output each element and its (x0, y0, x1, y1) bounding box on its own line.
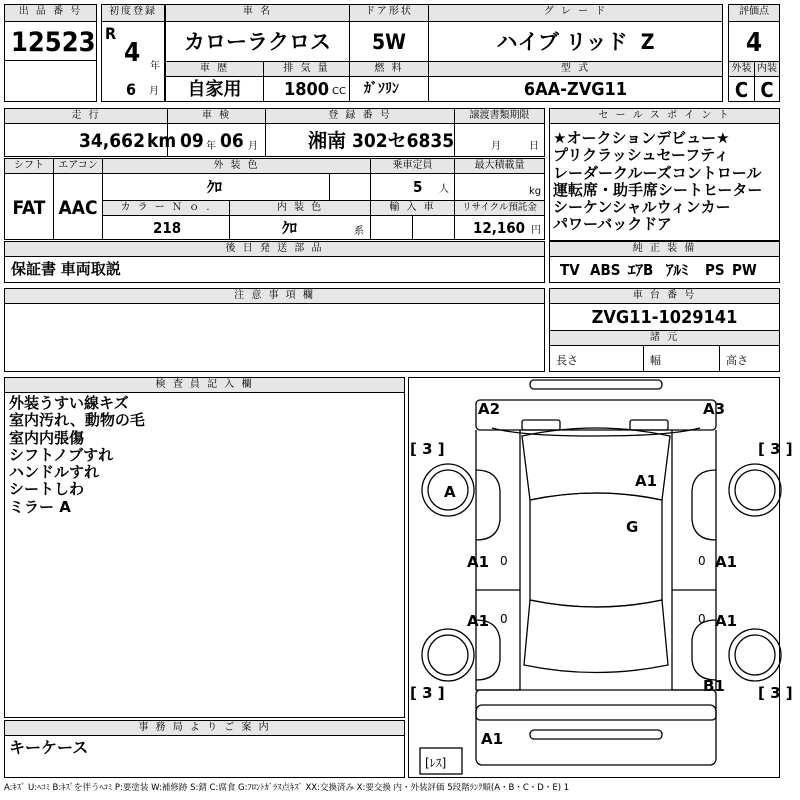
inspection-month-unit: 月 (248, 141, 258, 152)
roof (530, 493, 662, 607)
front-bumper-bar (530, 380, 662, 389)
inspector-note: ミラー A (9, 497, 71, 516)
plate-header: 登 録 番 号 (265, 108, 455, 124)
mark-a1-left-rear: A1 (467, 612, 490, 630)
grade: ハイブ リッド Z (496, 30, 655, 54)
mark-g-windshield: G (626, 518, 639, 536)
max-load-header: 最大積載量 (454, 158, 545, 174)
damage-legend: A:ｷｽﾞ U:ﾍｺﾐ B:ｷｽﾞを伴うﾍｺﾐ P:要塗装 W:補修跡 S:錆 C:腐食 G:ﾌﾛﾝﾄｶﾞﾗｽ点ｷｽﾞ XX:交換済み X:要交換 内・外装評価 5段階ﾗﾝｸ順(A・B・C・D・E) 1 (4, 783, 570, 793)
car-diagram (409, 378, 793, 777)
sales-point-item: パワーバックドア (553, 215, 672, 234)
exterior-color-extra (329, 173, 371, 201)
dimension-length-cell (549, 345, 644, 372)
tire-tread-front-right: [ 3 ] (758, 440, 793, 458)
lot-number-header: 出 品 番 号 (4, 4, 97, 22)
interior-color-header: 内 装 色 (229, 200, 371, 216)
max-load-cell (454, 173, 545, 201)
office-notes-cell (4, 735, 405, 778)
left-fender-front (476, 470, 500, 540)
year-unit: 年 (150, 61, 160, 72)
mark-a1-bottom: A1 (481, 730, 504, 748)
cc-unit: CC (332, 86, 346, 97)
mark-zero-left-front: 0 (500, 554, 508, 568)
recycle-header: リサイクル預託金 (454, 200, 545, 216)
notes-header: 注 意 事 項 欄 (4, 288, 545, 304)
inspection-year-unit: 年 (206, 141, 216, 152)
mark-a1-right-front: A1 (715, 553, 738, 571)
import-cell-2 (412, 215, 455, 240)
sales-point-item: プリクラッシュセーフティ (553, 146, 729, 165)
front-panel (476, 400, 716, 430)
grille-right (630, 420, 668, 430)
score-header: 評価点 (728, 4, 780, 22)
mark-b1: B1 (703, 677, 725, 695)
tire-tread-front-left: [ 3 ] (410, 440, 445, 458)
capacity-cell (370, 173, 455, 201)
right-fender-rear (692, 620, 716, 680)
aircon-cell (53, 173, 103, 240)
plate-number: 湘南 302セ6835 (308, 130, 455, 152)
aircon-type: AAC (58, 197, 98, 219)
chassis-cell (549, 303, 780, 331)
deferred-parts-cell (4, 256, 545, 283)
displacement: 1800 (284, 79, 330, 100)
right-body (672, 430, 716, 690)
inspector-note: 室内汚れ、動物の毛 (9, 411, 145, 430)
transfer-month-unit: 月 (491, 141, 501, 152)
exterior-color-cell (102, 173, 330, 201)
mark-a1-roof: A1 (635, 472, 658, 490)
displacement-header: 排 気 量 (263, 61, 350, 77)
color-no-cell (102, 215, 230, 240)
transfer-deadline-cell (454, 123, 545, 157)
rear-lower (476, 705, 716, 765)
recycle-cell (454, 215, 545, 240)
interior-grade-header: 内装 (754, 61, 780, 77)
mileage-header: 走 行 (4, 108, 168, 124)
mark-a3: A3 (703, 400, 726, 418)
interior-color: ｸﾛ (282, 219, 298, 237)
plate-cell (265, 123, 455, 157)
dimension-height-cell (719, 345, 780, 372)
inspector-note: ハンドルすれ (9, 463, 100, 482)
grade-cell (428, 21, 723, 62)
fuel-type: ｶﾞｿﾘﾝ (364, 81, 399, 97)
chassis-header: 車 台 番 号 (549, 288, 780, 304)
car-name-cell (165, 21, 350, 62)
deferred-parts: 保証書 車両取説 (11, 260, 121, 278)
import-header: 輸 入 車 (370, 200, 455, 216)
door-header: ドア形状 (349, 4, 429, 22)
door-type: 5W (372, 30, 406, 54)
lot-number-cell (4, 21, 97, 61)
mark-a-front-left: A (444, 483, 456, 501)
tire-rear-right (729, 629, 781, 681)
inspector-note: シートしわ (9, 480, 85, 499)
spare-tire-label: [ﾚｽ] (425, 756, 447, 770)
equipment-item: ｱﾙﾐ (666, 261, 689, 279)
history-header: 車 歴 (165, 61, 264, 77)
mark-a1-left-front: A1 (467, 553, 490, 571)
displacement-cell (263, 76, 350, 102)
grade-header: グ レ ー ド (428, 4, 723, 22)
right-fender-front (692, 470, 716, 540)
inspector-note: 室内内張傷 (9, 428, 85, 447)
color-number: 218 (153, 219, 182, 237)
mileage-cell (4, 123, 177, 157)
inspection-year: 09 (180, 130, 204, 152)
sales-point-item: シーケンシャルウィンカー (553, 198, 731, 217)
lot-number: 12523 (11, 27, 96, 58)
equipment-header: 純 正 装 備 (549, 241, 780, 257)
aircon-header: エアコン (53, 158, 103, 174)
score-cell (728, 21, 780, 62)
inspection-cell (167, 123, 266, 157)
registration-month: 6 (126, 80, 137, 99)
tire-tread-rear-right: [ 3 ] (758, 684, 793, 702)
first-registration-header: 初度登録 (101, 4, 165, 22)
inspector-notes-box (4, 392, 405, 718)
tire-front-right-inner (735, 470, 775, 510)
kg-unit: kg (529, 186, 542, 197)
inspector-note: シフトノブすれ (9, 445, 114, 464)
sales-point-item: 運転席・助手席シートヒーター (553, 180, 763, 199)
registration-year: 4 (124, 38, 141, 68)
transfer-deadline-header: 譲渡書類期限 (454, 108, 545, 124)
equipment-item: ABS (590, 261, 621, 279)
equipment-item: ｴｱB (628, 261, 654, 279)
dimension-height: 高さ (726, 354, 748, 367)
inspection-month: 06 (220, 130, 244, 152)
history-cell (165, 76, 264, 102)
grille-left (522, 420, 560, 430)
equipment-cell (549, 256, 780, 283)
mark-zero-right-rear: 0 (698, 612, 706, 626)
shift-type: FAT (12, 197, 46, 219)
rear-bumper-bar (530, 730, 662, 739)
fuel-header: 燃 料 (349, 61, 429, 77)
dimension-length: 長さ (556, 354, 578, 367)
tire-rear-left (422, 629, 474, 681)
mark-zero-left-rear: 0 (500, 612, 508, 626)
capacity: 5 (413, 178, 423, 196)
car-name-header: 車 名 (165, 4, 350, 22)
persons-unit: 人 (439, 184, 449, 195)
sales-points-header: セ ー ル ス ポ イ ン ト (549, 108, 780, 124)
dimension-width: 幅 (650, 354, 661, 367)
car-name: カローラクロス (184, 30, 331, 54)
deferred-parts-header: 後 日 発 送 部 品 (4, 241, 545, 257)
tire-front-right (729, 464, 781, 516)
lot-number-blank (4, 60, 97, 102)
door-cell (349, 21, 429, 62)
import-cell (370, 215, 413, 240)
exterior-grade: C (734, 78, 749, 102)
equipment-item: PS (705, 261, 725, 279)
inspector-note: 外装うすい線キズ (9, 394, 129, 412)
kei-unit: 系 (354, 226, 364, 237)
model-code-header: 型 式 (428, 61, 723, 77)
shift-cell (4, 173, 54, 240)
office-note: キーケース (9, 738, 89, 757)
mark-a2: A2 (478, 400, 501, 418)
exterior-color-header: 外 装 色 (102, 158, 371, 174)
exterior-grade-cell (728, 76, 755, 102)
notes-cell (4, 303, 545, 372)
exterior-grade-header: 外装 (728, 61, 755, 77)
model-code: 6AA-ZVG11 (523, 79, 628, 100)
equipment-item: TV (560, 261, 580, 279)
color-no-header: カ ラ ー Ｎ ｏ . (102, 200, 230, 216)
vehicle-history: 自家用 (187, 79, 242, 100)
tire-rear-left-inner (428, 635, 468, 675)
mark-zero-right-front: 0 (698, 554, 706, 568)
mileage: 34,662 (79, 130, 145, 152)
chassis-number: ZVG11-1029141 (591, 307, 738, 328)
interior-color-cell (229, 215, 371, 240)
sales-points-box (549, 123, 780, 241)
equipment-item: PW (732, 261, 757, 279)
transfer-day-unit: 日 (529, 141, 539, 152)
km-unit: km (147, 130, 177, 152)
dimensions-header: 諸 元 (549, 330, 780, 346)
fuel-cell (349, 76, 429, 102)
inspection-header: 車 検 (167, 108, 266, 124)
exterior-color: ｸﾛ (207, 178, 223, 196)
sales-point-item: ★オークションデビュー★ (553, 129, 730, 147)
capacity-header: 乗車定員 (370, 158, 455, 174)
dimension-width-cell (643, 345, 720, 372)
sales-point-item: レーダークルーズコントロール (553, 163, 762, 182)
mark-a1-right-rear: A1 (715, 612, 738, 630)
first-registration-cell (101, 21, 165, 102)
recycle-fee: 12,160 (473, 219, 526, 237)
score-value: 4 (745, 28, 763, 58)
inspector-notes-header: 検 査 員 記 入 欄 (4, 377, 405, 393)
yen-unit: 円 (531, 225, 541, 236)
tire-rear-right-inner (735, 635, 775, 675)
interior-grade-cell (754, 76, 780, 102)
shift-header: シフト (4, 158, 54, 174)
month-unit: 月 (149, 86, 159, 97)
model-code-cell (428, 76, 723, 102)
tire-tread-rear-left: [ 3 ] (410, 684, 445, 702)
interior-grade: C (760, 78, 774, 102)
rear-window (524, 600, 668, 673)
car-diagram-box (408, 377, 793, 778)
era-letter: R (105, 24, 117, 43)
office-notes-header: 事 務 局 よ り ご 案 内 (4, 720, 405, 736)
